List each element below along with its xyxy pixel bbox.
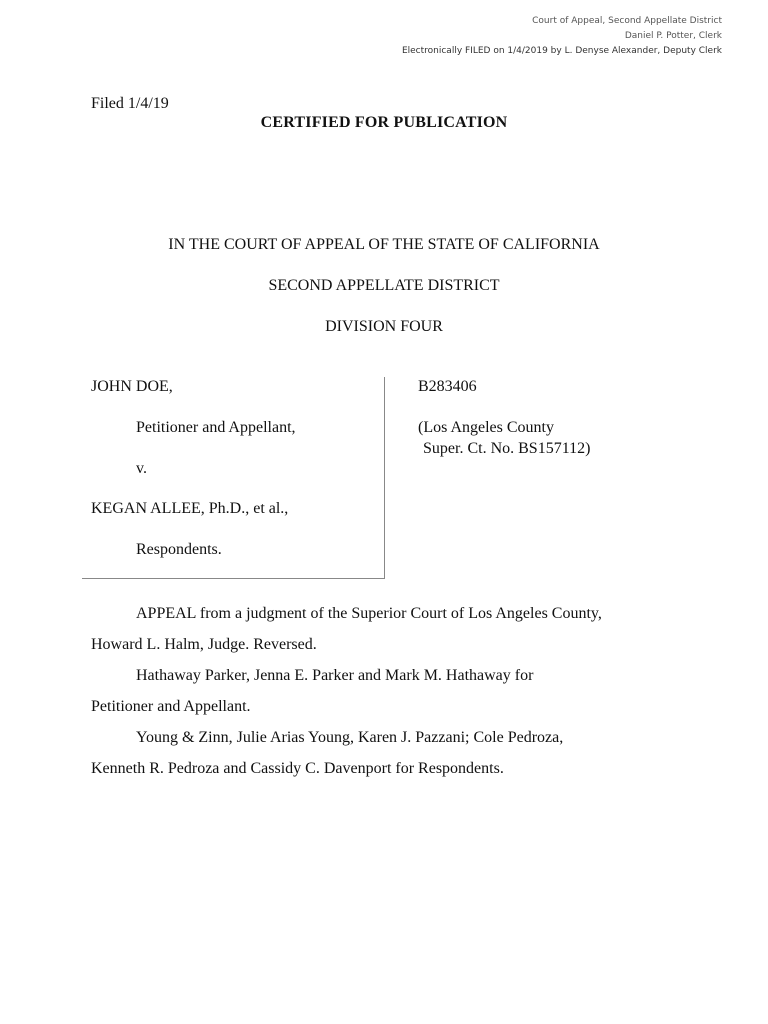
certified-heading: CERTIFIED FOR PUBLICATION [260,114,508,131]
case-number: B283406 [418,378,477,395]
respondent-role: Respondents. [136,541,222,558]
counsel-appellant: Hathaway Parker, Jenna E. Parker and Mark M. Hathaway for [136,667,534,684]
petitioner-name: JOHN DOE, [91,378,173,395]
counsel-appellant-cont: Petitioner and Appellant. [91,698,251,715]
appeal-line: APPEAL from a judgment of the Superior Court of Los Angeles County, [136,605,602,622]
stamp-clerk: Daniel P. Potter, Clerk [624,31,722,41]
appeal-line-cont: Howard L. Halm, Judge. Reversed. [91,636,317,653]
filing-stamp [402,14,722,59]
respondent-name: KEGAN ALLEE, Ph.D., et al., [91,500,289,517]
counsel-respondents-cont: Kenneth R. Pedroza and Cassidy C. Davenport for Respondents. [91,760,504,777]
division-name: DIVISION FOUR [325,318,443,335]
stamp-filed: Electronically FILED on 1/4/2019 by L. Denyse Alexander, Deputy Clerk [401,46,722,56]
petitioner-role: Petitioner and Appellant, [136,419,296,436]
versus: v. [136,460,147,477]
county-line-2: Super. Ct. No. BS157112) [423,440,591,457]
stamp-court: Court of Appeal, Second Appellate District [532,16,722,26]
filed-date: Filed 1/4/19 [91,95,169,112]
case-caption-box [82,377,385,579]
court-name: IN THE COURT OF APPEAL OF THE STATE OF CALIFORNIA [168,236,600,253]
counsel-respondents: Young & Zinn, Julie Arias Young, Karen J. Pazzani; Cole Pedroza, [136,729,564,746]
district-name: SECOND APPELLATE DISTRICT [268,277,500,294]
county-line-1: (Los Angeles County [418,419,554,436]
appeal-paragraph [91,598,691,784]
